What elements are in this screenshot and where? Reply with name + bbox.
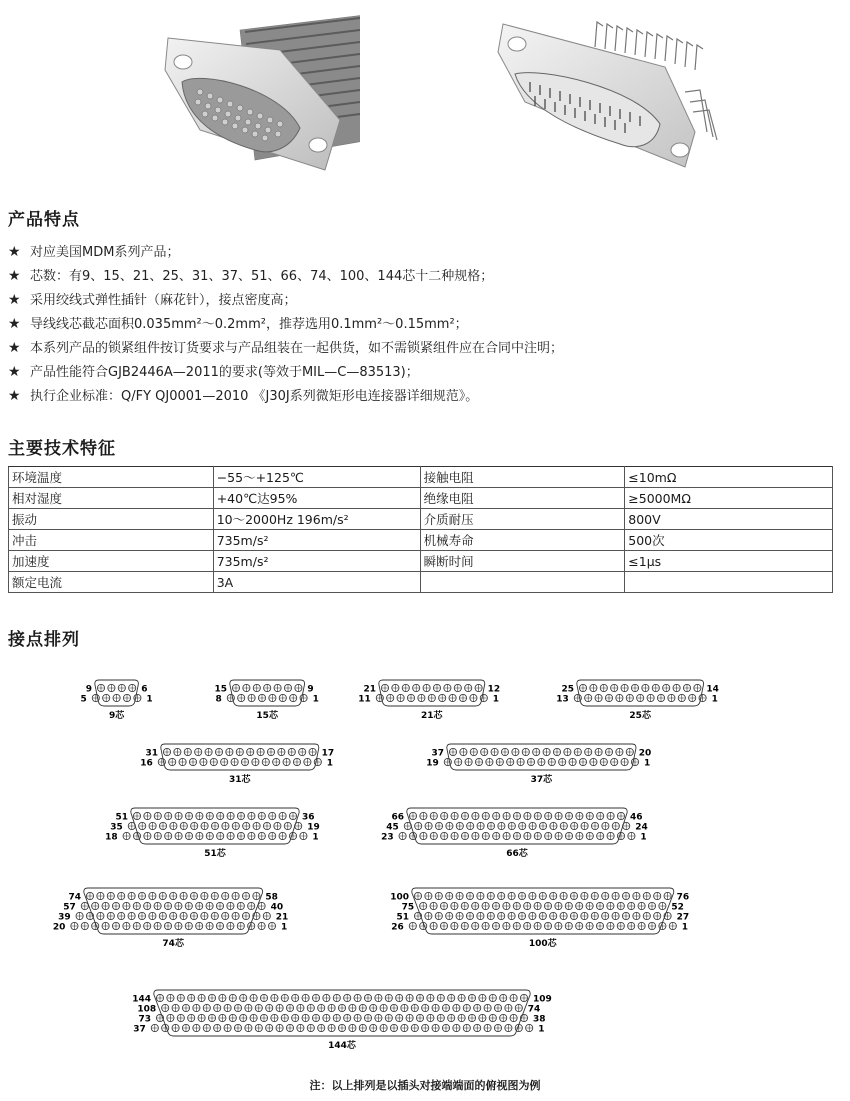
pin-number-label: 35: [110, 822, 123, 833]
connector-layout-144芯: [132, 990, 552, 1051]
feature-item: ★ 执行企业标准：Q/FY QJ0001—2010 《J30J系列微矩形电连接器详细规范》。: [8, 388, 479, 404]
spec-table: [8, 466, 833, 593]
pin-number-label: 14: [706, 684, 719, 695]
pin-number-label: 1: [681, 922, 689, 933]
pin-number-label: 38: [533, 1014, 546, 1025]
connector-layout-37芯: [426, 744, 651, 785]
connector-caption: 66芯: [506, 849, 528, 859]
table-row: 振动 10～2000Hz 196m/s² 介质耐压 800V: [9, 509, 833, 530]
star-icon: ★: [8, 244, 21, 260]
pin-number-label: 9: [85, 684, 92, 695]
connector-layout-31芯: [140, 744, 334, 785]
pin-number-label: 57: [63, 902, 76, 913]
pin-number-label: 73: [138, 1014, 151, 1025]
pin-number-label: 40: [270, 902, 284, 913]
star-icon: ★: [8, 340, 21, 356]
feature-item: ★ 导线线芯截芯面积0.035mm²～0.2mm²，推荐选用0.1mm²～0.15mm²；: [8, 316, 468, 332]
pin-number-label: 21: [275, 912, 289, 923]
pin-number-label: 6: [141, 684, 148, 695]
layout-note: 注：以上排列是以插头对接端端面的俯视图为例: [309, 1079, 541, 1092]
table-row: 环境温度 −55～+125℃ 接触电阻 ≤10mΩ: [9, 467, 833, 488]
pin-number-label: 12: [487, 684, 501, 695]
layout-title: 接点排列: [8, 630, 80, 650]
pin-number-label: 58: [265, 892, 278, 903]
pin-number-label: 1: [326, 758, 334, 769]
star-icon: ★: [8, 292, 21, 308]
pin-number-label: 25: [561, 684, 574, 695]
pin-number-label: 100: [390, 892, 409, 903]
connector-shell: [230, 680, 305, 706]
connector-shell: [447, 744, 636, 770]
connector-photo-right: [495, 12, 725, 187]
pin-number-label: 20: [52, 922, 66, 933]
pin-number-label: 1: [492, 694, 500, 705]
connector-caption: 100芯: [528, 939, 557, 949]
star-icon: ★: [8, 364, 21, 380]
pin-number-label: 37: [133, 1024, 146, 1035]
pin-number-label: 37: [431, 748, 444, 759]
star-icon: ★: [8, 388, 21, 404]
pin-number-label: 1: [146, 694, 153, 705]
pin-number-label: 1: [538, 1024, 545, 1035]
pin-number-label: 108: [137, 1004, 157, 1015]
pin-number-label: 1: [711, 694, 718, 705]
pin-number-label: 26: [391, 922, 404, 933]
feature-item: ★ 本系列产品的锁紧组件按订货要求与产品组装在一起供货，如不需锁紧组件应在合同中注明；: [8, 340, 564, 356]
pin-number-label: 66: [391, 812, 404, 823]
connector-caption: 74芯: [162, 939, 184, 949]
pin-number-label: 27: [676, 912, 690, 923]
pin-number-label: 5: [80, 694, 87, 705]
connector-caption: 51芯: [204, 849, 226, 859]
pin-number-label: 31: [145, 748, 158, 759]
contact-layout-diagrams: [0, 660, 850, 1072]
pin-number-label: 1: [644, 758, 651, 769]
table-row: 额定电流 3A: [9, 572, 833, 593]
table-row: 加速度 735m/s² 瞬断时间 ≤1μs: [9, 551, 833, 572]
pin-number-label: 8: [215, 694, 222, 705]
pin-number-label: 16: [140, 758, 153, 769]
connector-caption: 31芯: [229, 775, 251, 785]
feature-item: ★ 采用绞线式弹性插针（麻花针），接点密度高；: [8, 292, 297, 308]
table-row: 冲击 735m/s² 机械寿命 500次: [9, 530, 833, 551]
pin-number-label: 19: [307, 822, 320, 833]
pin-number-label: 39: [58, 912, 71, 923]
pin-number-label: 1: [640, 832, 647, 843]
connector-layout-15芯: [214, 680, 318, 721]
connector-layout-9芯: [81, 680, 153, 721]
connector-layout-51芯: [105, 808, 320, 859]
connector-shell: [95, 680, 139, 706]
pin-number-label: 18: [105, 832, 118, 843]
pin-number-label: 17: [321, 748, 335, 759]
feature-item: ★ 产品性能符合GJB2446A—2011的要求(等效于MIL—C—83513)；: [8, 364, 419, 380]
features-title: 产品特点: [8, 210, 80, 230]
pin-number-label: 11: [358, 694, 371, 705]
pin-number-label: 52: [671, 902, 684, 913]
pin-number-label: 76: [676, 892, 690, 903]
connector-layout-66芯: [381, 808, 648, 859]
star-icon: ★: [8, 268, 21, 284]
feature-item: ★ 芯数：有9、15、21、25、31、37、51、66、74、100、144芯十二种规格；: [8, 268, 494, 284]
pin-number-label: 1: [281, 922, 288, 933]
pin-number-label: 45: [386, 822, 399, 833]
connector-shell: [379, 680, 485, 706]
pin-number-label: 36: [302, 812, 315, 823]
pin-number-label: 75: [401, 902, 415, 913]
pin-number-label: 13: [556, 694, 569, 705]
pin-number-label: 74: [68, 892, 81, 903]
pin-number-label: 15: [214, 684, 227, 695]
pin-number-label: 19: [426, 758, 439, 769]
connector-photo-left: [160, 10, 360, 185]
pin-number-label: 51: [396, 912, 409, 923]
pin-number-label: 23: [381, 832, 394, 843]
table-row: 相对湿度 +40℃达95% 绝缘电阻 ≥5000MΩ: [9, 488, 833, 509]
connector-shell: [577, 680, 704, 706]
pin-number-label: 1: [312, 832, 319, 843]
star-icon: ★: [8, 316, 21, 332]
pin-number-label: 9: [307, 684, 314, 695]
specs-title: 主要技术特征: [8, 439, 116, 459]
pin-number-label: 46: [630, 812, 643, 823]
connector-caption: 21芯: [421, 711, 443, 721]
connector-caption: 37芯: [530, 775, 553, 785]
connector-shell: [161, 744, 319, 770]
pin-number-label: 20: [638, 748, 652, 759]
connector-layout-21芯: [358, 680, 500, 721]
pin-number-label: 74: [527, 1004, 541, 1015]
feature-item: ★ 对应美国MDM系列产品；: [8, 244, 180, 260]
connector-caption: 15芯: [256, 711, 278, 721]
connector-caption: 25芯: [629, 711, 651, 721]
connector-caption: 144芯: [328, 1041, 356, 1051]
connector-layout-100芯: [390, 888, 689, 949]
pin-number-label: 51: [115, 812, 128, 823]
pin-number-label: 24: [635, 822, 648, 833]
pin-number-label: 1: [312, 694, 319, 705]
pin-number-label: 144: [132, 994, 151, 1005]
connector-caption: 9芯: [108, 711, 125, 721]
pin-number-label: 109: [533, 994, 552, 1005]
connector-layout-74芯: [53, 888, 288, 949]
connector-layout-25芯: [556, 680, 719, 721]
pin-number-label: 21: [363, 684, 376, 695]
